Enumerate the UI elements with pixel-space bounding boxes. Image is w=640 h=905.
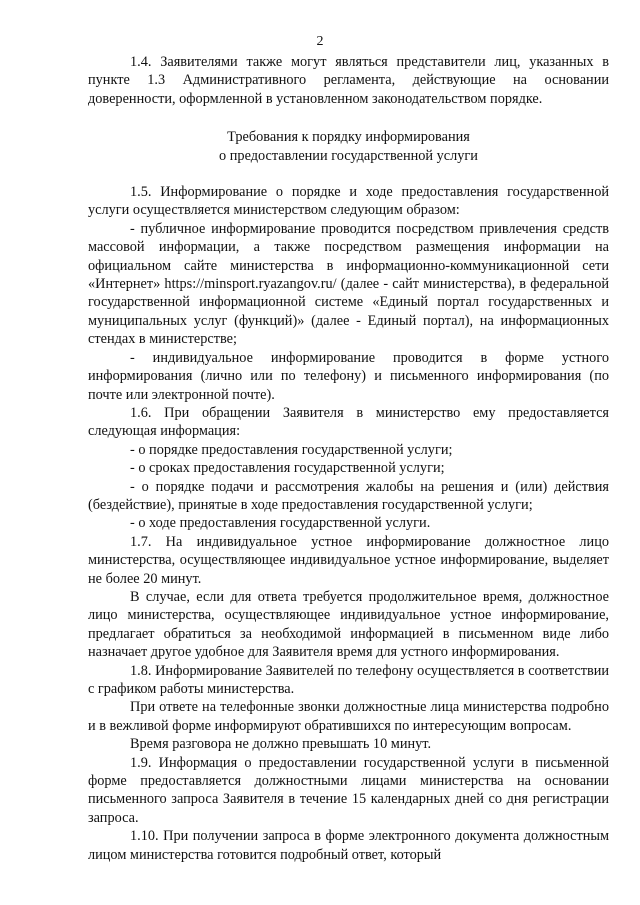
- list-item-individual-info: - индивидуальное информирование проводится в форме устного информирования (лично или по телефону) и письменного информирования (по почте или электронной почте).: [88, 349, 609, 403]
- paragraph-1-7: 1.7. На индивидуальное устное информирование должностное лицо министерства, осуществляющее индивидуальное устное информирование, выделяет не более 20 минут.: [88, 533, 609, 587]
- paragraph-1-9: 1.9. Информация о предоставлении государственной услуги в письменной форме предоставляется должностными лицами министерства на основании письменного запроса Заявителя в течение 15 календарных дней со дня регистрации запроса.: [88, 754, 609, 826]
- heading-line-2: о предоставлении государственной услуги: [219, 147, 478, 164]
- paragraph-1-5: 1.5. Информирование о порядке и ходе предоставления государственной услуги осуществляется министерством следующим образом:: [88, 184, 609, 219]
- paragraph-long-answer: В случае, если для ответа требуется продолжительное время, должностное лицо министерства, осуществляющее индивидуальное устное информирование, предлагает обратиться за необходимой информацией в письменном виде либо назначает другое удобное для Заявителя время для устного информирования.: [88, 588, 609, 661]
- paragraph-1-4: 1.4. Заявителями также могут являться представители лиц, указанных в пункте 1.3 Административного регламента, действующие на основании доверенности, оформленной в установленном законодательством порядке.: [88, 54, 609, 107]
- paragraph-1-10: 1.10. При получении запроса в форме электронного документа должностным лицом министерства готовится подробный ответ, который: [88, 828, 609, 863]
- section-heading: [88, 128, 609, 165]
- paragraph-call-time: Время разговора не должно превышать 10 минут.: [130, 736, 432, 753]
- paragraph-1-8: 1.8. Информирование Заявителей по телефону осуществляется в соответствии с графиком работы министерства.: [88, 662, 609, 697]
- list-item-procedure: - о порядке предоставления государственной услуги;: [130, 441, 453, 458]
- list-item-public-info: - публичное информирование проводится посредством привлечения средств массовой информации, а также посредством размещения информации на официальном сайте министерства в информационно-коммуникационной сети «Интернет» https://minsport.ryazangov.ru/ (далее - сайт министерства), в федеральной государственной информационной системе «Единый портал государственных и муниципальных услуг (функций)» (далее - Единый портал), на информационных стендах в министерстве;: [88, 220, 609, 348]
- list-item-terms: - о сроках предоставления государственной услуги;: [130, 460, 445, 477]
- paragraph-1-6: 1.6. При обращении Заявителя в министерство ему предоставляется следующая информация:: [88, 404, 609, 440]
- page-number: 2: [316, 34, 324, 49]
- list-item-complaints: - о порядке подачи и рассмотрения жалобы на решения и (или) действия (бездействие), принятые в ходе предоставления государственной услуги;: [88, 478, 609, 513]
- list-item-progress: - о ходе предоставления государственной услуги.: [130, 515, 431, 532]
- paragraph-phone-calls: При ответе на телефонные звонки должностные лица министерства подробно и в вежливой форме информируют обратившихся по интересующим вопросам.: [88, 699, 609, 734]
- heading-line-1: Требования к порядку информирования: [227, 129, 470, 146]
- document-body: [88, 53, 609, 864]
